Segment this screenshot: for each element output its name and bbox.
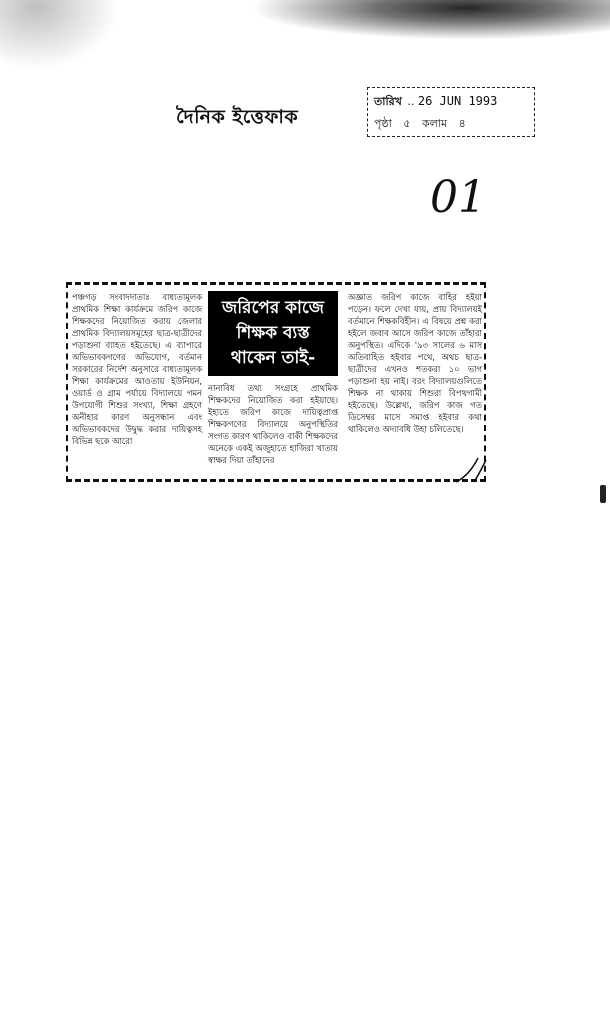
stamp-column-label: কলাম (421, 117, 448, 130)
stamp-date-label: তারিখ (374, 95, 402, 108)
headline-line-1: জরিপের কাজে (222, 298, 324, 318)
stamp-date-row: তারিখ .. 26 JUN 1993 (374, 94, 498, 108)
stamp-column: ৪ (458, 117, 466, 130)
newspaper-masthead: দৈনিক ইত্তেফাক (176, 106, 299, 128)
stamp-page-label: পৃষ্ঠা (374, 117, 392, 130)
article-col1-text: পঞ্চগড় সংবাদদাতাঃ বাধ্যতামূলক প্রাথমিক শিক্ষা কার্যক্রমে জরিপ কাজে শিক্ষকদের নিয়োজিত করায় জেলার প্রাথমিক বিদ্যালয়সমূহের ছাত্র-ছাত্রীদের পড়াশুনা ব্যাহত হইতেছে। এ ব্যাপারে অভিভাবকগণের অভিযোগ, বর্তমান সরকারের নির্দেশ অনুসারে বাধ্যতামূলক শিক্ষা কার্যক্রমের আওতায় ইউনিয়ন, ওয়ার্ড ও গ্রাম পর্যায়ে বিদ্যালয়ে গমন উপযোগী শিশুর সংখ্যা, শিক্ষা গ্রহণে অনীহার কারণ অনুসন্ধান এবং অভিভাবকদের উদ্বুদ্ধ করার দায়িত্বসহ বিভিন্ন ছকে আরো (72, 292, 202, 446)
article-col3-text: অজ্ঞাত জরিপ কাজে বাহির হইয়া পড়েন। ফলে দেখা যায়, প্রায় বিদ্যালয়ই বর্তমানে শিক্ষকবিহীন। এ বিষয়ে প্রশ্ন করা হইলে জবাব আসে জরিপ কাজে তাঁহারা অনুপস্থিত। এদিকে '৯৩ সালের ৬ মাস অতিবাহিত হইবার পথে, অথচ ছাত্র-ছাত্রীদের এখনও শতকরা ১০ ভাগ পড়াশুনা হয় নাই। বরং বিদ্যালয়গুলিতে শিক্ষক না থাকায় শিশুরা বিপথগামী হইতেছে। উল্লেখ্য, জরিপ কাজ গত ডিসেম্বর মাসে সমাপ্ত হইবার কথা থাকিলেও অদ্যাবধি উহা চলিতেছে। (348, 292, 482, 434)
article-col2-text: নানাবিধ তথ্য সংগ্রহে প্রাথমিক শিক্ষকদের নিয়োজিত করা হইয়াছে। ইহাতে জরিপ কাজে দায়িত্বপ্রাপ্ত শিক্ষকগণের বিদ্যালয়ে অনুপস্থিতির সংগত কারণ থাকিলেও বাকী শিক্ষকদের অনেকে একই অজুহাতে হাজিরা খাতায় স্বাক্ষর দিয়া তাঁহাদের (208, 383, 338, 465)
stamp-page-row (374, 115, 474, 134)
article-column-1 (72, 291, 202, 447)
article-column-2 (208, 291, 338, 466)
edge-mark (600, 485, 606, 503)
news-clipping (66, 282, 486, 482)
scan-smudge-left (0, 0, 120, 70)
pen-scribble (452, 452, 492, 488)
stamp-page: ৫ (403, 117, 411, 130)
article-headline (208, 291, 338, 376)
headline-line-3: থাকেন তাই- (230, 348, 316, 368)
stamp-date: 26 JUN 1993 (417, 94, 498, 108)
article-column-3 (348, 291, 482, 435)
headline-line-2: শিক্ষক ব্যস্ত (236, 323, 310, 343)
handwritten-number: 01 (430, 172, 486, 223)
scan-smudge-top (250, 0, 610, 40)
date-stamp (367, 87, 535, 137)
